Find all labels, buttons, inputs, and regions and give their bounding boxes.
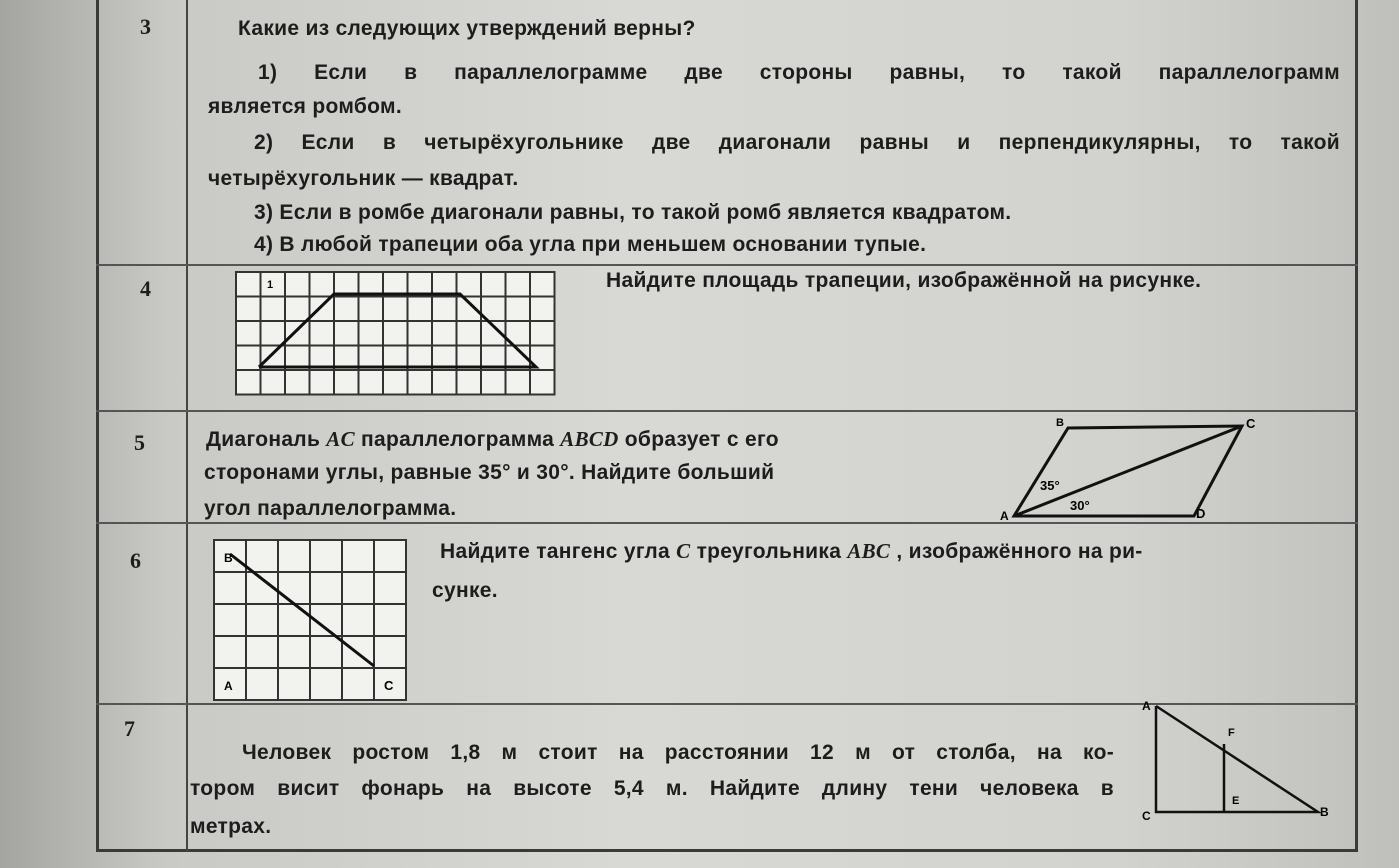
grid-cell: [285, 297, 310, 322]
task-6-text-d: , изображённого на ри-: [890, 540, 1143, 563]
grid-cell: [334, 321, 359, 346]
task-6-text-a: Найдите тангенс угла: [440, 540, 677, 563]
grid-cell: [261, 321, 286, 346]
task-number-7: 7: [124, 716, 135, 741]
vertex-b: B: [1056, 417, 1064, 429]
task-5-text-b: параллелограмма: [354, 428, 561, 451]
column-divider: [186, 0, 188, 852]
grid-cell: [481, 272, 506, 297]
grid-cell: [432, 297, 457, 322]
grid-cell: [359, 297, 384, 322]
task-5-line-1: [206, 424, 779, 455]
grid-cell: [383, 370, 408, 395]
grid-cell: [246, 540, 278, 572]
grid-cell: [408, 370, 433, 395]
grid-cell: [310, 636, 342, 668]
grid-cell: [310, 572, 342, 604]
grid-cell: [310, 370, 335, 395]
grid-cell: [285, 370, 310, 395]
grid-cell: [342, 572, 374, 604]
point-e: E: [1232, 795, 1240, 807]
grid-cell: [261, 370, 286, 395]
angle-30-label: 30°: [1070, 498, 1090, 513]
task-5-line-2: сторонами углы, равные 35° и 30°. Найдите больший: [204, 461, 775, 484]
grid-cell: [530, 272, 555, 297]
grid-cell: [374, 572, 406, 604]
triangle-abc: ABC: [847, 539, 891, 563]
grid-cell: [236, 297, 261, 322]
grid-cell: [530, 370, 555, 395]
grid-cell: [383, 321, 408, 346]
grid-cell: [310, 272, 335, 297]
vertex-a: A: [1000, 509, 1009, 523]
grid-cell: [214, 604, 246, 636]
task-number-6: 6: [130, 548, 141, 573]
grid-cell: [310, 297, 335, 322]
trapezoid-grid-figure: [234, 270, 560, 392]
grid-cell: [457, 370, 482, 395]
grid-cell: [261, 297, 286, 322]
grid-cell: [342, 604, 374, 636]
triangle-grid-figure: [212, 538, 408, 700]
grid-cell: [246, 636, 278, 668]
lamp-shadow-figure: [1140, 698, 1340, 828]
grid-cell: [310, 668, 342, 700]
task-6-line-2: сунке.: [432, 579, 498, 602]
grid-cell: [530, 297, 555, 322]
grid-cell: [374, 636, 406, 668]
point-b: B: [1320, 805, 1329, 819]
angle-c: C: [676, 539, 691, 563]
grid-cell: [278, 668, 310, 700]
grid-cell: [506, 297, 531, 322]
angle-35-label: 35°: [1040, 478, 1060, 493]
grid-cell: [236, 272, 261, 297]
grid-cell: [374, 604, 406, 636]
grid-cell: [408, 297, 433, 322]
task-5-line-3: угол параллелограмма.: [204, 497, 457, 520]
task-number-5: 5: [134, 430, 145, 455]
task-5-text-c: образует с его: [618, 428, 779, 451]
grid-cell: [457, 321, 482, 346]
diagonal-line: [1014, 426, 1242, 516]
grid-cell: [506, 370, 531, 395]
grid-cell: [278, 540, 310, 572]
grid-cell: [334, 370, 359, 395]
grid-cell: [278, 572, 310, 604]
point-a: A: [1142, 699, 1151, 713]
grid-cell: [506, 272, 531, 297]
grid-cell: [432, 370, 457, 395]
vertex-c: C: [384, 678, 394, 693]
task-3-statement-3: 3) Если в ромбе диагонали равны, то такой ромб является квадратом.: [254, 201, 1012, 224]
task-3-statement-2-line-1: 2) Если в четырёхугольнике две диагонали равны и перпендикулярны, то такой: [254, 131, 1340, 154]
grid-lines: [236, 272, 555, 395]
grid-cell: [342, 540, 374, 572]
grid-cell: [236, 346, 261, 371]
grid-unit-label: 1: [267, 279, 274, 291]
grid-cell: [214, 636, 246, 668]
task-3-question: Какие из следующих утверждений верны?: [238, 17, 696, 40]
vertex-c: C: [1246, 416, 1256, 431]
task-7-line-3: метрах.: [190, 815, 272, 838]
grid-cell: [214, 572, 246, 604]
grid-cell: [374, 540, 406, 572]
diagonal-ac: AC: [326, 427, 355, 451]
grid-cell: [246, 668, 278, 700]
grid-cell: [408, 321, 433, 346]
grid-cell: [432, 321, 457, 346]
task-6-line-1: [440, 536, 1143, 567]
parallelogram-abcd: ABCD: [560, 427, 619, 451]
task-3-statement-1-line-2: является ромбом.: [208, 95, 402, 118]
vertex-d: D: [1196, 506, 1206, 521]
task-number-3: 3: [140, 14, 151, 39]
task-4-text: Найдите площадь трапеции, изображённой на рисунке.: [606, 269, 1202, 292]
task-6-text-b: треугольника: [690, 540, 848, 563]
task-7-line-1: Человек ростом 1,8 м стоит на расстоянии 12 м от столба, на ко-: [242, 741, 1114, 764]
vertex-b: B: [224, 551, 233, 565]
point-c: C: [1142, 809, 1151, 823]
point-f: F: [1228, 727, 1235, 739]
grid-cell: [359, 321, 384, 346]
grid-cell: [359, 370, 384, 395]
grid-cell: [383, 297, 408, 322]
task-3-statement-4: 4) В любой трапеции оба угла при меньшем основании тупые.: [254, 233, 927, 256]
grid-cell: [310, 540, 342, 572]
grid-cell: [278, 636, 310, 668]
grid-cell: [236, 321, 261, 346]
grid-cell: [342, 668, 374, 700]
vertex-a: A: [224, 679, 233, 693]
grid-cell: [236, 370, 261, 395]
grid-cell: [285, 272, 310, 297]
parallelogram-figure: [1000, 412, 1266, 523]
grid-cell: [481, 370, 506, 395]
grid-cell: [334, 297, 359, 322]
task-7-line-2: тором висит фонарь на высоте 5,4 м. Найдите длину тени человека в: [190, 777, 1114, 800]
task-number-4: 4: [140, 276, 151, 301]
grid-cell: [310, 321, 335, 346]
task-3-statement-2-line-2: четырёхугольник — квадрат.: [208, 167, 519, 190]
grid-cell: [278, 604, 310, 636]
task-3-statement-1-line-1: 1) Если в параллелограмме две стороны равны, то такой параллелограмм: [258, 61, 1340, 84]
task-5-text-a: Диагональ: [206, 428, 327, 451]
grid-cell: [530, 321, 555, 346]
grid-cell: [246, 604, 278, 636]
grid-cell: [285, 321, 310, 346]
